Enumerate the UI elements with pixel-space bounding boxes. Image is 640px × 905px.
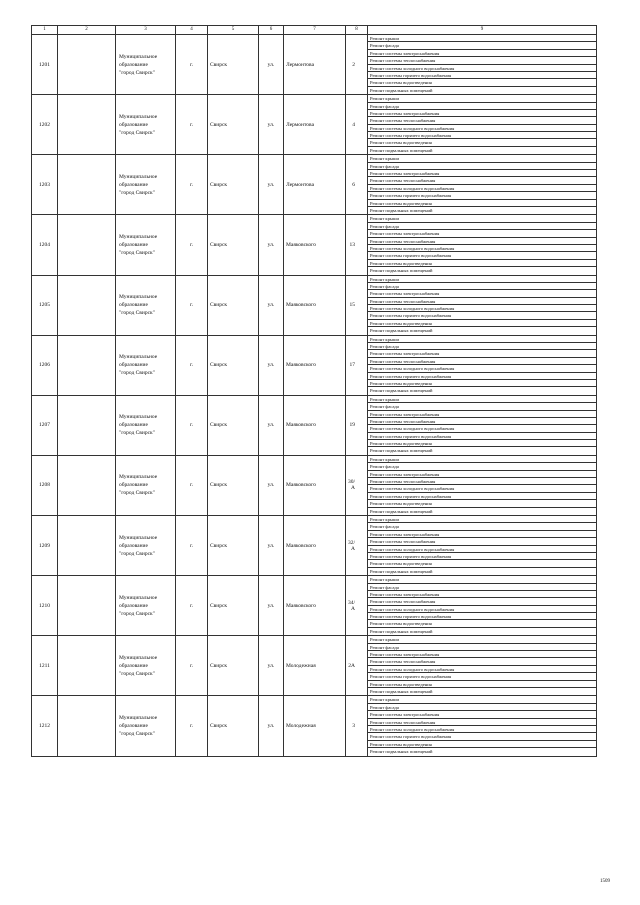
work-item: Ремонт фасада	[368, 163, 596, 170]
empty-cell	[58, 696, 116, 756]
row-number: 1207	[32, 395, 58, 455]
municipality-line: "город Свирск"	[119, 249, 155, 256]
street-type: ул.	[259, 275, 284, 335]
settlement-type: г.	[176, 335, 208, 395]
municipality-line: образование	[119, 61, 148, 68]
street-type: ул.	[259, 395, 284, 455]
municipality-line: "город Свирск"	[119, 730, 155, 737]
settlement-type: г.	[176, 395, 208, 455]
work-item: Ремонт системы горячего водоснабжения	[368, 132, 596, 139]
work-item: Ремонт подвальных помещений	[370, 568, 433, 574]
municipality-line: "город Свирск"	[119, 610, 155, 617]
settlement-name: Свирск	[208, 335, 259, 395]
work-item: Ремонт системы водоотведения	[368, 500, 596, 507]
header-col-3: 3	[116, 26, 176, 35]
header-col-9: 9	[368, 26, 597, 35]
works-cell	[368, 215, 597, 275]
work-item: Ремонт подвальных помещений	[370, 268, 433, 274]
work-item: Ремонт системы водоотведения	[368, 440, 596, 447]
work-item: Ремонт системы водоотведения	[368, 380, 596, 387]
work-item: Ремонт системы теплоснабжения	[368, 177, 596, 184]
street-name: Молодежная	[284, 696, 346, 756]
settlement-type: г.	[176, 95, 208, 155]
work-item: Ремонт фасада	[368, 584, 596, 591]
works-cell	[368, 335, 597, 395]
empty-cell	[58, 95, 116, 155]
work-item: Ремонт системы холодного водоснабжения	[368, 726, 596, 733]
work-item: Ремонт системы электроснабжения	[368, 711, 596, 718]
work-item: Ремонт фасада	[368, 644, 596, 651]
work-item: Ремонт фасада	[368, 463, 596, 470]
municipality-line: "город Свирск"	[119, 670, 155, 677]
work-item: Ремонт фасада	[368, 704, 596, 711]
work-item: Ремонт системы холодного водоснабжения	[368, 425, 596, 432]
row-number: 1208	[32, 455, 58, 515]
work-item: Ремонт системы горячего водоснабжения	[368, 312, 596, 319]
municipality-line: "город Свирск"	[119, 189, 155, 196]
work-item: Ремонт системы горячего водоснабжения	[368, 613, 596, 620]
work-item: Ремонт подвальных помещений	[370, 628, 433, 634]
municipality-line: Муниципальное	[119, 714, 158, 721]
work-item: Ремонт системы горячего водоснабжения	[368, 493, 596, 500]
row-number: 1202	[32, 95, 58, 155]
work-item: Ремонт системы теплоснабжения	[368, 298, 596, 305]
street-name: Маяковского	[284, 395, 346, 455]
municipality-line: образование	[119, 542, 148, 549]
work-item: Ремонт системы электроснабжения	[368, 591, 596, 598]
settlement-name: Свирск	[208, 155, 259, 215]
work-item: Ремонт фасада	[368, 103, 596, 110]
work-item: Ремонт крыши	[368, 516, 596, 523]
work-item: Ремонт крыши	[368, 576, 596, 583]
municipality-line: Муниципальное	[119, 534, 158, 541]
work-item: Ремонт подвальных помещений	[370, 749, 433, 755]
work-item: Ремонт системы водоотведения	[368, 320, 596, 327]
work-item: Ремонт системы теплоснабжения	[368, 418, 596, 425]
works-cell	[368, 636, 597, 696]
house-number: 19	[346, 395, 368, 455]
municipality-line: "город Свирск"	[119, 310, 155, 317]
settlement-name: Свирск	[208, 215, 259, 275]
municipality-cell	[116, 275, 176, 335]
work-item: Ремонт крыши	[368, 456, 596, 463]
street-type: ул.	[259, 576, 284, 636]
work-item: Ремонт подвальных помещений	[370, 207, 433, 213]
work-item: Ремонт системы водоотведения	[368, 79, 596, 86]
street-type: ул.	[259, 155, 284, 215]
municipality-line: "город Свирск"	[119, 370, 155, 377]
table-row	[32, 275, 597, 335]
street-name: Маяковского	[284, 215, 346, 275]
municipality-line: образование	[119, 181, 148, 188]
municipality-line: образование	[119, 422, 148, 429]
work-item: Ремонт системы горячего водоснабжения	[368, 373, 596, 380]
house-number: 4	[346, 95, 368, 155]
street-type: ул.	[259, 636, 284, 696]
empty-cell	[58, 35, 116, 95]
municipality-line: образование	[119, 722, 148, 729]
work-item: Ремонт подвальных помещений	[370, 87, 433, 93]
work-item: Ремонт системы водоотведения	[368, 741, 596, 748]
settlement-name: Свирск	[208, 576, 259, 636]
work-item: Ремонт системы теплоснабжения	[368, 658, 596, 665]
municipality-line: образование	[119, 241, 148, 248]
settlement-name: Свирск	[208, 95, 259, 155]
municipality-line: Муниципальное	[119, 414, 158, 421]
row-number: 1204	[32, 215, 58, 275]
header-col-4: 4	[176, 26, 208, 35]
work-item: Ремонт системы водоотведения	[368, 620, 596, 627]
work-item: Ремонт крыши	[368, 95, 596, 102]
street-type: ул.	[259, 215, 284, 275]
work-item: Ремонт крыши	[368, 276, 596, 283]
work-item: Ремонт системы водоотведения	[368, 260, 596, 267]
street-name: Маяковского	[284, 455, 346, 515]
street-type: ул.	[259, 696, 284, 756]
municipality-cell	[116, 395, 176, 455]
header-col-1: 1	[32, 26, 58, 35]
municipality-line: образование	[119, 302, 148, 309]
street-name: Лермонтова	[284, 95, 346, 155]
header-col-5: 5	[208, 26, 259, 35]
work-item: Ремонт крыши	[368, 636, 596, 643]
settlement-name: Свирск	[208, 455, 259, 515]
municipality-cell	[116, 335, 176, 395]
work-item: Ремонт системы холодного водоснабжения	[368, 305, 596, 312]
settlement-type: г.	[176, 636, 208, 696]
work-item: Ремонт системы теплоснабжения	[368, 719, 596, 726]
settlement-name: Свирск	[208, 395, 259, 455]
house-number: 2	[346, 35, 368, 95]
empty-cell	[58, 215, 116, 275]
work-item: Ремонт системы холодного водоснабжения	[368, 666, 596, 673]
works-cell	[368, 155, 597, 215]
municipality-cell	[116, 155, 176, 215]
table-row	[32, 636, 597, 696]
municipality-cell	[116, 696, 176, 756]
settlement-type: г.	[176, 215, 208, 275]
municipality-line: Муниципальное	[119, 53, 158, 60]
street-type: ул.	[259, 95, 284, 155]
row-number: 1201	[32, 35, 58, 95]
house-number: 15	[346, 275, 368, 335]
work-item: Ремонт подвальных помещений	[370, 388, 433, 394]
row-number: 1212	[32, 696, 58, 756]
settlement-name: Свирск	[208, 35, 259, 95]
work-item: Ремонт системы водоотведения	[368, 560, 596, 567]
row-number: 1206	[32, 335, 58, 395]
header-row	[32, 26, 597, 35]
empty-cell	[58, 395, 116, 455]
municipality-line: образование	[119, 662, 148, 669]
street-name: Молодежная	[284, 636, 346, 696]
empty-cell	[58, 576, 116, 636]
table-row	[32, 696, 597, 756]
street-name: Маяковского	[284, 335, 346, 395]
municipality-line: "город Свирск"	[119, 430, 155, 437]
row-number: 1211	[32, 636, 58, 696]
municipality-line: Муниципальное	[119, 654, 158, 661]
header-col-8: 8	[346, 26, 368, 35]
empty-cell	[58, 636, 116, 696]
work-item: Ремонт системы электроснабжения	[368, 350, 596, 357]
municipality-line: "город Свирск"	[119, 129, 155, 136]
table-row	[32, 215, 597, 275]
street-type: ул.	[259, 455, 284, 515]
municipality-line: "город Свирск"	[119, 69, 155, 76]
empty-cell	[58, 275, 116, 335]
table-row	[32, 95, 597, 155]
work-item: Ремонт системы холодного водоснабжения	[368, 125, 596, 132]
work-item: Ремонт системы электроснабжения	[368, 531, 596, 538]
municipality-cell	[116, 516, 176, 576]
empty-cell	[58, 155, 116, 215]
work-item: Ремонт системы горячего водоснабжения	[368, 673, 596, 680]
work-item: Ремонт системы электроснабжения	[368, 50, 596, 57]
table-row	[32, 576, 597, 636]
work-item: Ремонт системы электроснабжения	[368, 651, 596, 658]
municipality-cell	[116, 215, 176, 275]
municipality-cell	[116, 576, 176, 636]
works-cell	[368, 576, 597, 636]
settlement-name: Свирск	[208, 696, 259, 756]
municipality-line: Муниципальное	[119, 173, 158, 180]
works-cell	[368, 395, 597, 455]
house-number: 17	[346, 335, 368, 395]
work-item: Ремонт системы теплоснабжения	[368, 478, 596, 485]
municipality-line: Муниципальное	[119, 233, 158, 240]
settlement-type: г.	[176, 516, 208, 576]
municipality-line: Муниципальное	[119, 354, 158, 361]
row-number: 1205	[32, 275, 58, 335]
house-number: 3	[346, 696, 368, 756]
row-number: 1210	[32, 576, 58, 636]
work-item: Ремонт системы горячего водоснабжения	[368, 72, 596, 79]
works-cell	[368, 95, 597, 155]
work-item: Ремонт крыши	[368, 215, 596, 222]
work-item: Ремонт подвальных помещений	[370, 448, 433, 454]
works-cell	[368, 35, 597, 95]
document-sheet	[31, 25, 597, 757]
work-item: Ремонт системы водоотведения	[368, 200, 596, 207]
municipality-line: образование	[119, 121, 148, 128]
municipality-line: "город Свирск"	[119, 550, 155, 557]
works-cell	[368, 696, 597, 756]
work-item: Ремонт подвальных помещений	[370, 328, 433, 334]
house-number: 30/А	[346, 455, 368, 515]
house-number: 2А	[346, 636, 368, 696]
municipality-cell	[116, 35, 176, 95]
work-item: Ремонт подвальных помещений	[370, 508, 433, 514]
work-item: Ремонт крыши	[368, 35, 596, 42]
municipality-line: образование	[119, 602, 148, 609]
municipality-line: образование	[119, 362, 148, 369]
work-item: Ремонт системы холодного водоснабжения	[368, 185, 596, 192]
work-item: Ремонт системы холодного водоснабжения	[368, 546, 596, 553]
municipality-line: Муниципальное	[119, 113, 158, 120]
street-type: ул.	[259, 35, 284, 95]
house-number: 13	[346, 215, 368, 275]
municipality-cell	[116, 455, 176, 515]
page-number: 1509	[600, 879, 610, 884]
table-row	[32, 35, 597, 95]
empty-cell	[58, 516, 116, 576]
table-row	[32, 335, 597, 395]
works-cell	[368, 516, 597, 576]
work-item: Ремонт системы электроснабжения	[368, 170, 596, 177]
municipality-line: образование	[119, 482, 148, 489]
work-item: Ремонт подвальных помещений	[370, 147, 433, 153]
house-number: 32/А	[346, 516, 368, 576]
street-name: Маяковского	[284, 576, 346, 636]
repair-program-table	[31, 25, 597, 757]
header-col-2: 2	[58, 26, 116, 35]
work-item: Ремонт системы горячего водоснабжения	[368, 733, 596, 740]
row-number: 1203	[32, 155, 58, 215]
table-row	[32, 155, 597, 215]
work-item: Ремонт системы холодного водоснабжения	[368, 485, 596, 492]
work-item: Ремонт системы теплоснабжения	[368, 538, 596, 545]
work-item: Ремонт системы электроснабжения	[368, 411, 596, 418]
work-item: Ремонт крыши	[368, 696, 596, 703]
work-item: Ремонт системы электроснабжения	[368, 110, 596, 117]
work-item: Ремонт системы электроснабжения	[368, 230, 596, 237]
municipality-line: Муниципальное	[119, 594, 158, 601]
table-row	[32, 455, 597, 515]
street-name: Лермонтова	[284, 35, 346, 95]
street-type: ул.	[259, 335, 284, 395]
settlement-name: Свирск	[208, 636, 259, 696]
settlement-type: г.	[176, 696, 208, 756]
empty-cell	[58, 335, 116, 395]
header-col-7: 7	[284, 26, 346, 35]
work-item: Ремонт системы горячего водоснабжения	[368, 192, 596, 199]
street-name: Лермонтова	[284, 155, 346, 215]
house-number: 6	[346, 155, 368, 215]
work-item: Ремонт системы теплоснабжения	[368, 598, 596, 605]
table-row	[32, 395, 597, 455]
empty-cell	[58, 455, 116, 515]
work-item: Ремонт системы горячего водоснабжения	[368, 553, 596, 560]
municipality-cell	[116, 95, 176, 155]
row-number: 1209	[32, 516, 58, 576]
work-item: Ремонт подвальных помещений	[370, 688, 433, 694]
settlement-type: г.	[176, 155, 208, 215]
work-item: Ремонт системы электроснабжения	[368, 290, 596, 297]
header-col-6: 6	[259, 26, 284, 35]
work-item: Ремонт системы теплоснабжения	[368, 117, 596, 124]
municipality-cell	[116, 636, 176, 696]
settlement-name: Свирск	[208, 516, 259, 576]
work-item: Ремонт системы холодного водоснабжения	[368, 65, 596, 72]
street-name: Маяковского	[284, 516, 346, 576]
settlement-type: г.	[176, 576, 208, 636]
table-row	[32, 516, 597, 576]
settlement-name: Свирск	[208, 275, 259, 335]
work-item: Ремонт крыши	[368, 396, 596, 403]
settlement-type: г.	[176, 455, 208, 515]
work-item: Ремонт крыши	[368, 155, 596, 162]
works-cell	[368, 275, 597, 335]
work-item: Ремонт фасада	[368, 403, 596, 410]
work-item: Ремонт системы холодного водоснабжения	[368, 245, 596, 252]
work-item: Ремонт системы электроснабжения	[368, 471, 596, 478]
work-item: Ремонт системы холодного водоснабжения	[368, 606, 596, 613]
municipality-line: Муниципальное	[119, 294, 158, 301]
work-item: Ремонт системы теплоснабжения	[368, 358, 596, 365]
house-number: 34/А	[346, 576, 368, 636]
work-item: Ремонт системы теплоснабжения	[368, 238, 596, 245]
work-item: Ремонт системы горячего водоснабжения	[368, 433, 596, 440]
street-name: Маяковского	[284, 275, 346, 335]
work-item: Ремонт фасада	[368, 343, 596, 350]
work-item: Ремонт системы водоотведения	[368, 139, 596, 146]
work-item: Ремонт фасада	[368, 283, 596, 290]
works-cell	[368, 455, 597, 515]
settlement-type: г.	[176, 275, 208, 335]
street-type: ул.	[259, 516, 284, 576]
work-item: Ремонт системы холодного водоснабжения	[368, 365, 596, 372]
settlement-type: г.	[176, 35, 208, 95]
work-item: Ремонт крыши	[368, 336, 596, 343]
work-item: Ремонт системы теплоснабжения	[368, 57, 596, 64]
municipality-line: "город Свирск"	[119, 490, 155, 497]
work-item: Ремонт фасада	[368, 523, 596, 530]
work-item: Ремонт системы горячего водоснабжения	[368, 252, 596, 259]
work-item: Ремонт фасада	[368, 223, 596, 230]
work-item: Ремонт системы водоотведения	[368, 681, 596, 688]
work-item: Ремонт фасада	[368, 42, 596, 49]
municipality-line: Муниципальное	[119, 474, 158, 481]
